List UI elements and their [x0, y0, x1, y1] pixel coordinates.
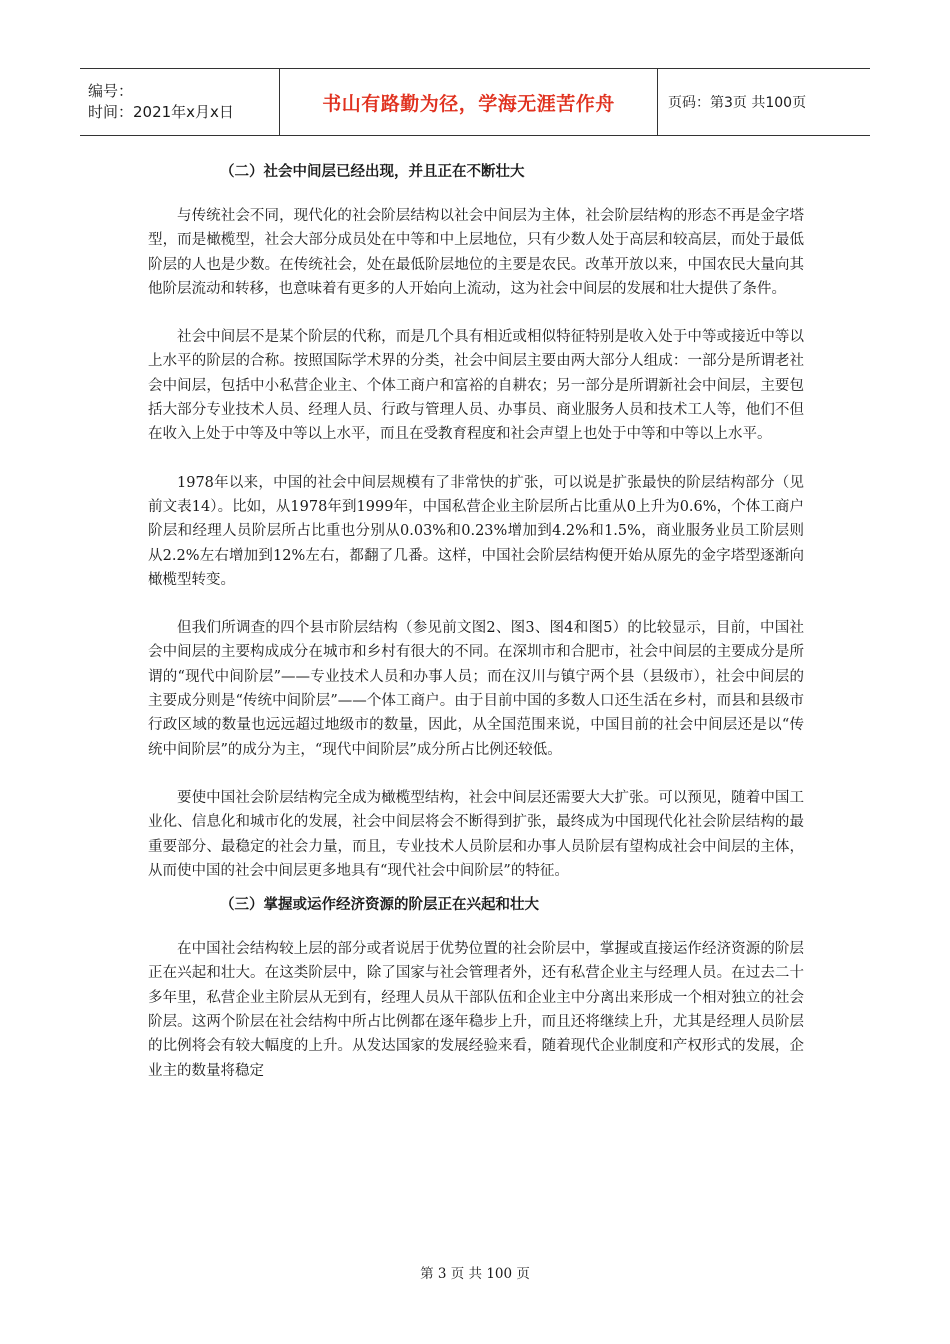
header-number: 编号：	[88, 82, 134, 100]
header-motto-cell	[280, 69, 658, 135]
header-page-info: 页码：第3页 共100页	[668, 95, 807, 111]
paragraph-2: 社会中间层不是某个阶层的代称，而是几个具有相近或相似特征特别是收入处于中等或接近中等以上水平的阶层的合称。按照国际学术界的分类，社会中间层主要由两大部分人组成：一部分是所谓老社会中间层，包括中小私营企业主、个体工商户和富裕的自耕农；另一部分是所谓新社会中间层，主要包括大部分专业技术人员、经理人员、行政与管理人员、办事员、商业服务人员和技术工人等，他们不但在收入上处于中等及中等以上水平，而且在受教育程度和社会声望上也处于中等和中等以上水平。	[148, 329, 804, 443]
paragraph-5: 要使中国社会阶层结构完全成为橄榄型结构，社会中间层还需要大大扩张。可以预见，随着中国工业化、信息化和城市化的发展，社会中间层将会不断得到扩张，最终成为中国现代化社会阶层结构的最重要部分、最稳定的社会力量，而且，专业技术人员阶层和办事人员阶层有望构成社会中间层的主体，从而使中国的社会中间层更多地具有“现代社会中间阶层”的特征。	[148, 789, 804, 879]
paragraph-4: 但我们所调查的四个县市阶层结构（参见前文图2、图3、图4和图5）的比较显示，目前，中国社会中间层的主要构成成分在城市和乡村有很大的不同。在深圳市和合肥市，社会中间层的主要成分是所谓的“现代中间阶层”——专业技术人员和办事人员；而在汉川与镇宁两个县（县级市），社会中间层的主要成分则是“传统中间阶层”——个体工商户。由于目前中国的多数人口还生活在乡村，而县和县级市行政区域的数量也远远超过地级市的数量，因此，从全国范围来说，中国目前的社会中间层还是以“传统中间阶层”的成分为主，“现代中间阶层”成分所占比例还较低。	[148, 620, 804, 758]
page-footer: 第 3 页 共 100 页	[420, 1266, 530, 1282]
header-motto: 书山有路勤为径，学海无涯苦作舟	[322, 92, 615, 115]
section-heading-3: （三）掌握或运作经济资源的阶层正在兴起和壮大	[220, 897, 539, 914]
document-body	[148, 150, 804, 1083]
paragraph-3: 1978年以来，中国的社会中间层规模有了非常快的扩张，可以说是扩张最快的阶层结构部分（见前文表14）。比如，从1978年到1999年，中国私营企业主阶层所占比重从0上升为0.6%，个体工商户阶层和经理人员阶层所占比重也分别从0.03%和0.23%增加到4.2%和1.5%，商业服务业员工阶层则从2.2%左右增加到12%左右，都翻了几番。这样，中国社会阶层结构便开始从原先的金字塔型逐渐向橄榄型转变。	[148, 474, 804, 588]
page-header	[80, 68, 870, 136]
paragraph-1: 与传统社会不同，现代化的社会阶层结构以社会中间层为主体，社会阶层结构的形态不再是金字塔型，而是橄榄型，社会大部分成员处在中等和中上层地位，只有少数人处于高层和较高层，而处于最低阶层的人也是少数。在传统社会，处在最低阶层地位的主要是农民。改革开放以来，中国农民大量向其他阶层流动和转移，也意味着有更多的人开始向上流动，这为社会中间层的发展和壮大提供了条件。	[148, 208, 804, 297]
section-heading-2: （二）社会中间层已经出现，并且正在不断壮大	[220, 164, 525, 180]
paragraph-6: 在中国社会结构较上层的部分或者说居于优势位置的社会阶层中，掌握或直接运作经济资源的阶层正在兴起和壮大。在这类阶层中，除了国家与社会管理者外，还有私营企业主与经理人员。在过去二十多年里，私营企业主阶层从无到有，经理人员从干部队伍和企业主中分离出来形成一个相对独立的社会阶层。这两个阶层在社会结构中所占比例都在逐年稳步上升，而且还将继续上升，尤其是经理人员阶层的比例将会有较大幅度的上升。从发达国家的发展经验来看，随着现代企业制度和产权形式的发展，企业主的数量将稳定	[148, 941, 804, 1079]
header-meta	[80, 69, 280, 135]
header-time: 时间：2021年x月x日	[88, 103, 234, 121]
